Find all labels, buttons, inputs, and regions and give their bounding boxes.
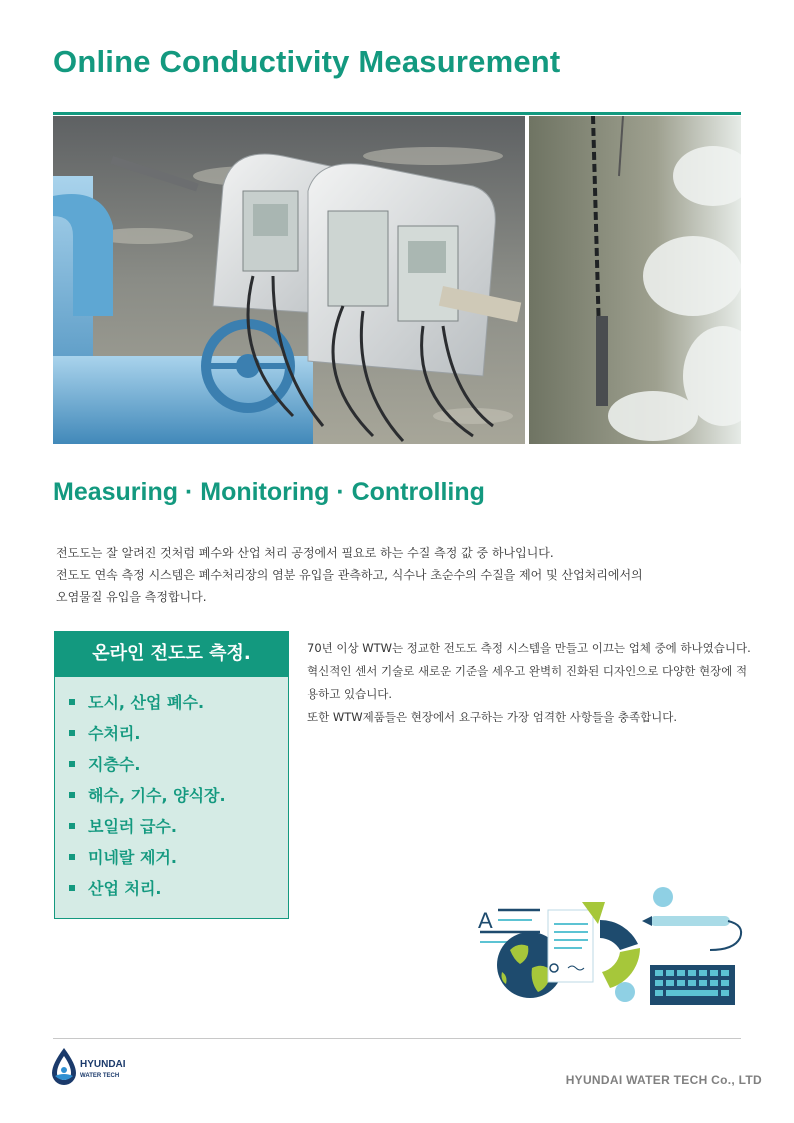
- applications-heading: 온라인 전도도 측정.: [54, 631, 289, 677]
- intro-line: 전도도는 잘 알려진 것처럼 폐수와 산업 처리 공정에서 필요로 하는 수질 측정 값 중 하나입니다.: [56, 546, 554, 560]
- intro-line: 전도도 연속 측정 시스템은 폐수처리장의 염분 유입을 관측하고, 식수나 초순수의 수질을 제어 및 산업처리에서의: [56, 568, 643, 582]
- list-item-label: 미네랄 제거.: [88, 848, 177, 867]
- applications-list: [55, 687, 288, 904]
- logo-subtitle: WATER TECH: [80, 1073, 120, 1079]
- company-line: 또한 WTW제품들은 현장에서 요구하는 가장 엄격한 사항들을 충족합니다.: [307, 710, 678, 724]
- list-item: [69, 718, 288, 749]
- bullet-icon: [69, 854, 75, 860]
- list-item: [69, 780, 288, 811]
- list-item: [69, 873, 288, 904]
- section-subtitle: Measuring · Monitoring · Controlling: [53, 478, 485, 506]
- water-drop-icon: [50, 1046, 80, 1090]
- list-item-label: 지층수.: [88, 755, 141, 774]
- company-description: [307, 637, 757, 729]
- bullet-icon: [69, 885, 75, 891]
- logo-name: HYUNDAI: [80, 1059, 126, 1070]
- list-item-label: 산업 처리.: [88, 879, 162, 898]
- document-globe-illustration: [470, 880, 750, 1010]
- list-item: [69, 811, 288, 842]
- intro-line: 오염물질 유입을 측정합니다.: [56, 590, 207, 604]
- list-item-label: 해수, 기수, 양식장.: [88, 786, 226, 805]
- bullet-icon: [69, 699, 75, 705]
- company-line: 혁신적인 센서 기술로 새로운 기준을 세우고 완벽히 진화된 디자인으로 다양한 현장에 적용하고 있습니다.: [307, 664, 748, 701]
- applications-box: [54, 631, 289, 919]
- footer-company-name: HYUNDAI WATER TECH Co., LTD: [565, 1073, 762, 1087]
- list-item: [69, 687, 288, 718]
- title-divider: [53, 112, 741, 115]
- list-item-label: 수처리.: [88, 724, 141, 743]
- list-item-label: 도시, 산업 폐수.: [88, 693, 205, 712]
- page-title: Online Conductivity Measurement: [53, 44, 561, 79]
- intro-paragraph: [56, 542, 746, 608]
- company-line: 70년 이상 WTW는 정교한 전도도 측정 시스템을 만들고 이끄는 업체 중에 하나였습니다.: [307, 641, 751, 655]
- list-item: [69, 749, 288, 780]
- bullet-icon: [69, 823, 75, 829]
- bullet-icon: [69, 761, 75, 767]
- list-item-label: 보일러 급수.: [88, 817, 177, 836]
- list-item: [69, 842, 288, 873]
- bullet-icon: [69, 792, 75, 798]
- hero-photo: [53, 116, 741, 444]
- letter-a-glyph: A: [478, 908, 493, 933]
- footer-divider: [53, 1038, 741, 1039]
- bullet-icon: [69, 730, 75, 736]
